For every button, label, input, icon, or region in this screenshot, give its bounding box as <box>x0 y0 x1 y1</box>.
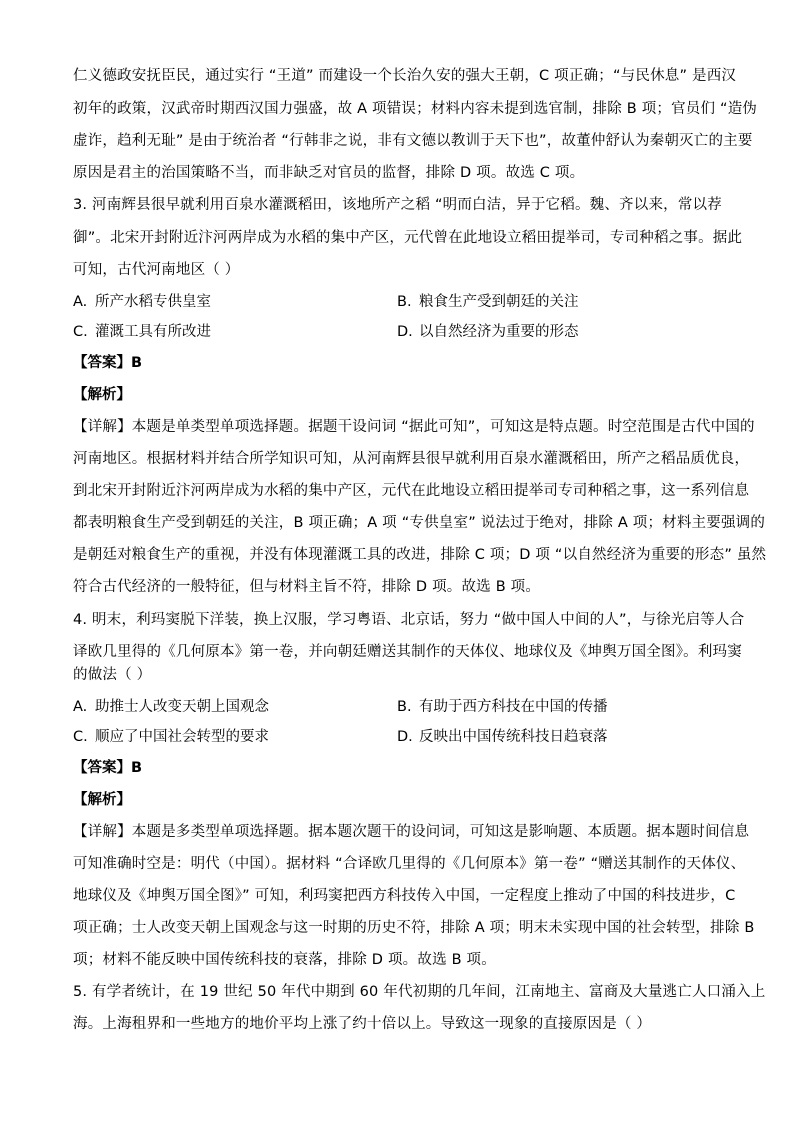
q3-answer: 【答案】B <box>73 355 143 371</box>
q3-detail-line: 河南地区。根据材料并结合所学知识可知，从河南辉县很早就利用百泉水灌溉稻田，所产之稻品质优良， <box>73 451 750 467</box>
paragraph-line: 原因是君主的治国策略不当，而非缺乏对官员的监督，排除 D 项。故选 C 项。 <box>73 165 585 181</box>
option-text: 以自然经济为重要的形态 <box>419 324 579 340</box>
q4-detail-line: 项正确；士人改变天朝上国观念与这一时期的历史不符，排除 A 项；明末未实现中国的社会转型，排除 B <box>73 920 755 936</box>
option-text: 所产水稻专供皇室 <box>95 294 211 310</box>
question-4-stem: 4. 明末，利玛窦脱下洋装，换上汉服，学习粤语、北京话，努力 “做中国人中间的人”，与徐光启等人合 <box>73 612 745 628</box>
q4-detail-line: 地球仪及《坤舆万国全图》” 可知，利玛窦把西方科技传入中国，一定程度上推动了中国的科技进步，C <box>73 888 736 904</box>
question-5-stem: 5. 有学者统计，在 19 世纪 50 年代中期到 60 年代初期的几年间，江南地主、富商及大量逃亡人口涌入上 <box>73 984 766 1000</box>
option-key: B. <box>397 699 412 715</box>
option-key: D. <box>397 324 413 340</box>
option-text: 助推士人改变天朝上国观念 <box>95 699 269 715</box>
question-4-stem: 译欧几里得的《几何原本》第一卷，并向朝廷赠送其制作的天体仪、地球仪及《坤舆万国全图》。利玛窦 <box>73 644 742 660</box>
option-key: A. <box>73 294 88 310</box>
option-text: 粮食生产受到朝廷的关注 <box>419 294 579 310</box>
q4-detail-line: 项；材料不能反映中国传统科技的衰落，排除 D 项。故选 B 项。 <box>73 952 496 968</box>
q4-option-a[interactable] <box>73 697 269 717</box>
question-3-stem: 可知，古代河南地区（ ） <box>73 262 240 278</box>
option-text: 顺应了中国社会转型的要求 <box>95 729 269 745</box>
option-text: 有助于西方科技在中国的传播 <box>419 699 608 715</box>
option-text: 灌溉工具有所改进 <box>95 324 211 340</box>
q4-option-d[interactable] <box>397 727 608 747</box>
q4-detail-line: 可知准确时空是：明代（中国）。据材料 “合译欧几里得的《几何原本》第一卷” “赠送其制作的天体仪、 <box>73 856 746 872</box>
q3-option-c[interactable] <box>73 322 211 342</box>
paragraph-line: 初年的政策，汉武帝时期西汉国力强盛，故 A 项错误；材料内容未提到选官制，排除 B 项；官员们 “造伪 <box>73 101 758 117</box>
option-key: D. <box>397 729 413 745</box>
q3-detail-line: 【详解】本题是单类型单项选择题。据题干设问词 “据此可知”，可知这是特点题。时空范围是古代中国的 <box>73 419 755 435</box>
q4-option-c[interactable] <box>73 727 269 747</box>
q3-detail-line: 到北宋开封附近汴河两岸成为水稻的集中产区，元代在此地设立稻田提举司专司种稻之事，这一系列信息 <box>73 483 750 499</box>
question-3-stem: 御”。北宋开封附近汴河两岸成为水稻的集中产区，元代曾在此地设立稻田提举司，专司种稻之事。据此 <box>73 230 743 246</box>
q4-answer: 【答案】B <box>73 760 143 776</box>
q4-analysis-heading: 【解析】 <box>73 792 131 808</box>
q4-detail-line: 【详解】本题是多类型单项选择题。据本题次题干的设问词，可知这是影响题、本质题。据本题时间信息 <box>73 824 750 840</box>
option-text: 反映出中国传统科技日趋衰落 <box>419 729 608 745</box>
q4-option-b[interactable] <box>397 697 608 717</box>
question-5-stem: 海。上海租界和一些地方的地价平均上涨了约十倍以上。导致这一现象的直接原因是（ ） <box>73 1016 652 1032</box>
q3-option-a[interactable] <box>73 292 211 312</box>
q3-detail-line: 是朝廷对粮食生产的重视，并没有体现灌溉工具的改进，排除 C 项；D 项 “以自然经济为重要的形态” 虽然 <box>73 547 767 563</box>
paragraph-line: 仁义德政安抚臣民，通过实行 “王道” 而建设一个长治久安的强大王朝，C 项正确；“与民休息” 是西汉 <box>73 68 737 84</box>
paragraph-line: 虚诈，趋利无耻” 是由于统治者 “行韩非之说，非有文德以教训于天下也”，故董仲舒认为秦朝灭亡的主要 <box>73 133 753 149</box>
q3-detail-line: 符合古代经济的一般特征，但与材料主旨不符，排除 D 项。故选 B 项。 <box>73 579 541 595</box>
question-3-stem: 3. 河南辉县很早就利用百泉水灌溉稻田，该地所产之稻 “明而白洁，异于它稻。魏、齐以来，常以荐 <box>73 197 722 213</box>
option-key: C. <box>73 324 88 340</box>
question-4-stem: 的做法（ ） <box>73 667 152 683</box>
q3-option-b[interactable] <box>397 292 579 312</box>
option-key: B. <box>397 294 412 310</box>
q3-detail-line: 都表明粮食生产受到朝廷的关注，B 项正确；A 项 “专供皇室” 说法过于绝对，排除 A 项；材料主要强调的 <box>73 515 766 531</box>
q3-option-d[interactable] <box>397 322 579 342</box>
q3-analysis-heading: 【解析】 <box>73 387 131 403</box>
option-key: C. <box>73 729 88 745</box>
option-key: A. <box>73 699 88 715</box>
